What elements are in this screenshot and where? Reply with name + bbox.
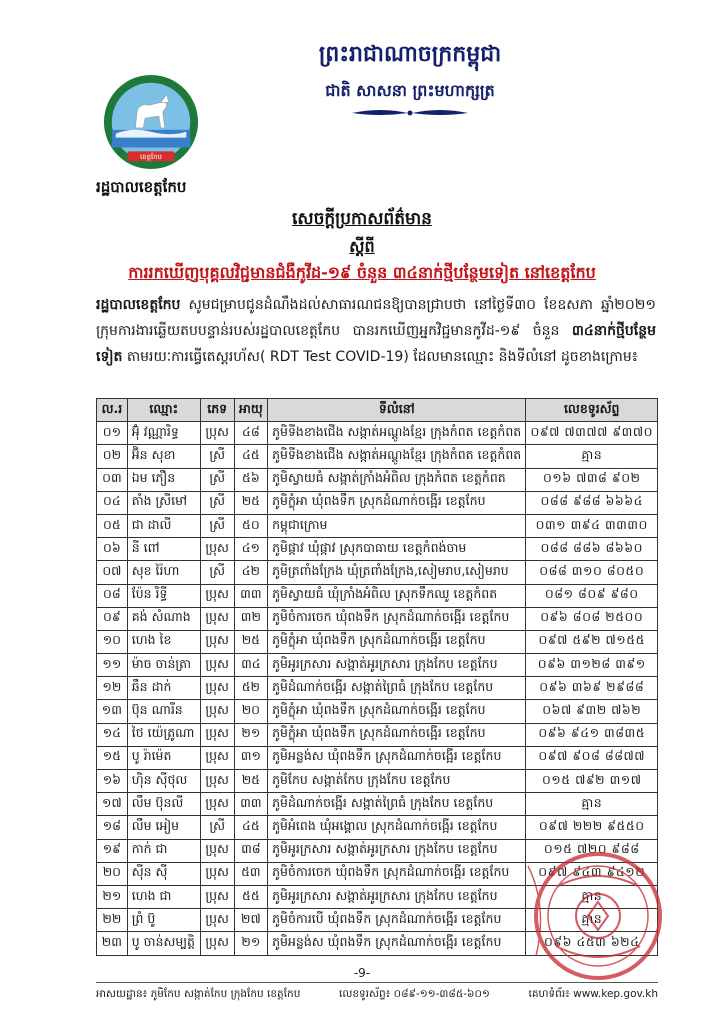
cell-no: ១៦ [97, 770, 128, 793]
col-header-address: ទីលំនៅ [268, 399, 526, 422]
cell-sex: ប្រុស [200, 839, 234, 862]
cell-name: អ៊ុំ វណ្ណារិទ្ធ [127, 422, 200, 445]
cell-no: ០៧ [97, 561, 128, 584]
table-row [97, 839, 658, 862]
cell-name: បូ រ៉ាម៉េត [127, 746, 200, 769]
cell-no: ១៨ [97, 816, 128, 839]
press-release-title: សេចក្តីប្រកាសព័ត៌មាន [292, 209, 432, 229]
table-row [97, 932, 658, 955]
cell-age: ៥៦ [234, 468, 268, 491]
footer-phone: លេខទូរស័ព្ទ៖ ០៨៩-១១-៣៨៥-៦០១ [339, 988, 490, 1000]
cell-age: ៤២ [234, 561, 268, 584]
cell-phone: គ្មាន [526, 885, 658, 908]
cell-sex: ប្រុស [200, 677, 234, 700]
table-row [97, 793, 658, 816]
table-row [97, 654, 658, 677]
cell-age: ៥០ [234, 514, 268, 537]
footer-website[interactable]: គេហទំព័រ៖ www.kep.gov.kh [528, 988, 658, 1000]
table-row [97, 909, 658, 932]
cell-age: ២០ [234, 700, 268, 723]
cell-phone: ០៣១ ៣៩៤ ៣៣៣០ [526, 514, 658, 537]
cell-no: ២២ [97, 909, 128, 932]
cell-age: ៤៨ [234, 422, 268, 445]
cell-phone: ០៨៨ ៨៨៦ ៨៦៦០ [526, 538, 658, 561]
cell-no: ០៩ [97, 607, 128, 630]
cell-age: ៣១ [234, 746, 268, 769]
cell-phone: ០១៥ ៧២០ ៩៨៨ [526, 839, 658, 862]
issuing-authority: រដ្ឋបាលខេត្តកែប [96, 178, 187, 196]
table-row [97, 746, 658, 769]
table-row [97, 630, 658, 653]
cell-phone: ០៨៨ ៩៨៨ ៦៦៦៤ [526, 491, 658, 514]
cell-no: ២០ [97, 862, 128, 885]
cell-no: ២៣ [97, 932, 128, 955]
cell-address: ភូមិអន្លង់ស ឃុំពងទឹក ស្រុកដំណាក់ចង្អើរ ខេត្តកែប [268, 746, 526, 769]
cell-no: ១៤ [97, 723, 128, 746]
cell-sex: ប្រុស [200, 862, 234, 885]
cell-address: ភូមិអំពេង ឃុំអង្គោល ស្រុកដំណាក់ចង្អើរ ខេត្តកែប [268, 816, 526, 839]
cell-name: តាំង ស្រីមៅ [127, 491, 200, 514]
cell-address: ភូមិក្លុំអា ឃុំពងទឹក ស្រុកដំណាក់ចង្អើរ ខេត្តកែប [268, 491, 526, 514]
cell-address: ភូមិកែប សង្កាត់កែប ក្រុងកែប ខេត្តកែប [268, 770, 526, 793]
cell-address: ភូមិអូរក្រសារ សង្កាត់អូរក្រសារ ក្រុងកែប ខេត្តកែប [268, 885, 526, 908]
cell-phone: ០៩៧ ៧៣៧៧ ៩៣៧០ [526, 422, 658, 445]
cell-phone: ០១៦ ៧៣៨ ៩០២ [526, 468, 658, 491]
cell-sex: ប្រុស [200, 607, 234, 630]
cell-address: ភូមិផ្កាវ ឃុំផ្កាវ ស្រុកបាធាយ ខេត្តកំពង់ចាម [268, 538, 526, 561]
cell-phone: ០៩៧ ៥៩២ ៧១៥៥ [526, 630, 658, 653]
cell-phone: ០៩៦ ៤៥៣ ៦២៤ [526, 932, 658, 955]
table-row [97, 677, 658, 700]
cell-sex: ប្រុស [200, 746, 234, 769]
decorative-ornament [350, 108, 470, 118]
cell-address: ភូមិអូរក្រសារ សង្កាត់អូរក្រសារ ក្រុងកែប ខេត្តកែប [268, 654, 526, 677]
cell-phone: ០៩៦ ៣៦៩ ២៩៨៨ [526, 677, 658, 700]
cell-no: ០៦ [97, 538, 128, 561]
table-row [97, 607, 658, 630]
cell-name: ហេង ជា [127, 885, 200, 908]
cell-address: ភូមិស្វាយធំ សង្កាត់ក្រាំងអំពិល ក្រុងកំពត ខេត្តកំពត [268, 468, 526, 491]
cell-address: ភូមិដំណាក់ចង្អើរ សង្កាត់ព្រៃធំ ក្រុងកែប ខេត្តកែប [268, 677, 526, 700]
cell-age: ៤៥ [234, 816, 268, 839]
cell-age: ២៧ [234, 909, 268, 932]
cell-age: ៤៥ [234, 445, 268, 468]
subject-label: ស្តីពី [349, 237, 375, 256]
cell-sex: ប្រុស [200, 932, 234, 955]
cell-name: ហ៊ិន ស៊ីថុល [127, 770, 200, 793]
cell-address: ភូមិស្វាយធំ ឃុំក្រាំងអំពិល ស្រុកទឹកឈូ ខេត្តកំពត [268, 584, 526, 607]
table-row [97, 770, 658, 793]
cell-sex: ប្រុស [200, 793, 234, 816]
cell-name: ជា ដាលី [127, 514, 200, 537]
cell-address: ភូមិអន្លង់ស ឃុំពងទឹក ស្រុកដំណាក់ចង្អើរ ខេត្តកែប [268, 932, 526, 955]
cell-phone: ០៨១ ៨០៩ ៩៨០ [526, 584, 658, 607]
table-row [97, 700, 658, 723]
cell-age: ៣៣ [234, 793, 268, 816]
cell-address: ភូមិក្លុំអា ឃុំពងទឹក ស្រុកដំណាក់ចង្អើរ ខេត្តកែប [268, 700, 526, 723]
kep-province-logo [102, 72, 200, 172]
col-header-sex: ភេទ [200, 399, 234, 422]
cell-name: នី ពៅ [127, 538, 200, 561]
cell-sex: ប្រុស [200, 885, 234, 908]
table-row [97, 491, 658, 514]
cell-address: ភូមិចំការចេក ឃុំពងទឹក ស្រុកដំណាក់ចង្អើរ ខេត្តកែប [268, 607, 526, 630]
logo-caption: ខេត្តកែប [140, 153, 162, 162]
cell-name: ថៃ យ៉េត្រូណា [127, 723, 200, 746]
cell-phone: ០១៥ ៧៩២ ៣១៧ [526, 770, 658, 793]
table-row [97, 885, 658, 908]
cell-sex: ស្រី [200, 445, 234, 468]
cell-name: លឹម ប៊ុនលី [127, 793, 200, 816]
cell-no: ១៥ [97, 746, 128, 769]
cell-phone: ០៩៦ ៨០៨ ២៥០០ [526, 607, 658, 630]
cell-age: ៣២ [234, 607, 268, 630]
table-row [97, 584, 658, 607]
cell-sex: ស្រី [200, 468, 234, 491]
national-motto: ជាតិ សាសនា ព្រះមហាក្សត្រ [325, 81, 495, 100]
cell-sex: ប្រុស [200, 584, 234, 607]
cell-sex: ស្រី [200, 514, 234, 537]
cell-name: បូ ចាន់សម្បត្តិ [127, 932, 200, 955]
cell-sex: ប្រុស [200, 909, 234, 932]
footer-divider [96, 982, 658, 983]
cell-sex: ស្រី [200, 491, 234, 514]
cell-sex: ប្រុស [200, 422, 234, 445]
cell-sex: ប្រុស [200, 630, 234, 653]
cell-address: ភូមិក្លុំអា ឃុំពងទឹក ស្រុកដំណាក់ចង្អើរ ខេត្តកែប [268, 630, 526, 653]
cell-phone: គ្មាន [526, 909, 658, 932]
cell-address: ភូមិទីងខាងជើង សង្កាត់អណ្តូងខ្មែរ ក្រុងកំពត ខេត្តកំពត [268, 445, 526, 468]
cell-name: សុខ រ៉ៃហា [127, 561, 200, 584]
cell-age: ៥៣ [234, 862, 268, 885]
col-header-age: អាយុ [234, 399, 268, 422]
cell-name: គង់ សំណាង [127, 607, 200, 630]
table-row [97, 723, 658, 746]
cell-phone: ០៩៧ ២២២ ៩៥៥០ [526, 816, 658, 839]
cell-phone: គ្មាន [526, 793, 658, 816]
announcement-paragraph [96, 292, 656, 370]
col-header-no: ល.រ [97, 399, 128, 422]
cell-no: ០៣ [97, 468, 128, 491]
paragraph-text-1: សូមជម្រាបជូនដំណឹងដល់សាធារណជនឱ្យបានជ្រាបថា នៅថ្ងៃទី៣០ ខែឧសភា ឆ្នាំ២០២១ ក្រុមការងារឆ្លើយតបបន្ទាន់របស់រដ្ឋបាលខេត្តកែប បានរកឃើញអ្នកវិជ្ជមានកូវីដ-១៩ ចំនួន [96, 297, 656, 339]
table-row [97, 422, 658, 445]
cell-name: ម៉ាច ចាន់ត្រា [127, 654, 200, 677]
cell-name: អ៊ិន សុខា [127, 445, 200, 468]
cell-no: ០២ [97, 445, 128, 468]
cell-sex: ស្រី [200, 561, 234, 584]
footer-address: អាសយដ្ឋាន៖ ភូមិកែប សង្កាត់កែប ក្រុងកែប ខេត្តកែប [96, 988, 301, 1000]
cell-address: ភូមិចំការបើ ឃុំពងទឹក ស្រុកដំណាក់ចង្អើរ ខេត្តកែប [268, 909, 526, 932]
cell-name: លឹម អៀម [127, 816, 200, 839]
cell-age: ៣៣ [234, 584, 268, 607]
cell-no: ០៥ [97, 514, 128, 537]
table-row [97, 445, 658, 468]
cell-name: ប៊ុន ណារីន [127, 700, 200, 723]
cell-name: ប៉ែន រិទ្ធី [127, 584, 200, 607]
cell-name: ស៊ីន ស៊ី [127, 862, 200, 885]
cell-phone: ០៩៦ ៣១២៨ ៣៩១ [526, 654, 658, 677]
cell-sex: ប្រុស [200, 654, 234, 677]
cell-no: ១១ [97, 654, 128, 677]
cell-sex: ប្រុស [200, 700, 234, 723]
cell-no: ១៧ [97, 793, 128, 816]
cell-age: ៤១ [234, 538, 268, 561]
cell-sex: ប្រុស [200, 538, 234, 561]
table-header-row [97, 399, 658, 422]
cell-address: ភូមិក្លុំអា ឃុំពងទឹក ស្រុកដំណាក់ចង្អើរ ខេត្តកែប [268, 723, 526, 746]
cell-address: ភូមិចំការចេក ឃុំពងទឹក ស្រុកដំណាក់ចង្អើរ ខេត្តកែប [268, 862, 526, 885]
cell-name: ឆឹន ដាក់ [127, 677, 200, 700]
cell-no: ០៨ [97, 584, 128, 607]
table-row [97, 468, 658, 491]
cell-address: ភូមិត្រពាំងក្រែង ឃុំត្រពាំងក្រែង,សៀមរាប,សៀមរាប [268, 561, 526, 584]
cell-no: ១៩ [97, 839, 128, 862]
cell-sex: ប្រុស [200, 723, 234, 746]
cell-name: ឯម ភឿន [127, 468, 200, 491]
cases-table [96, 398, 658, 956]
paragraph-highlight: ៣៤នាក់ថ្មីបន្ថែមទៀត [96, 323, 656, 365]
cell-sex: ប្រុស [200, 770, 234, 793]
cell-name: កាក់ ជា [127, 839, 200, 862]
cell-age: ៥៥ [234, 885, 268, 908]
cell-age: ២១ [234, 932, 268, 955]
cell-phone: គ្មាន [526, 445, 658, 468]
cell-no: ០១ [97, 422, 128, 445]
col-header-name: ឈ្មោះ [127, 399, 200, 422]
table-row [97, 816, 658, 839]
cell-phone: ០៨៨ ៣១០ ៨០៥០ [526, 561, 658, 584]
cell-no: ១០ [97, 630, 128, 653]
cell-address: ភូមិទីងខាងជើង សង្កាត់អណ្តូងខ្មែរ ក្រុងកំពត ខេត្តកំពត [268, 422, 526, 445]
cell-no: ១២ [97, 677, 128, 700]
cell-address: កម្ពុជាក្រោម [268, 514, 526, 537]
cell-age: ២៥ [234, 491, 268, 514]
cell-no: ២១ [97, 885, 128, 908]
cell-address: ភូមិអូរក្រសារ សង្កាត់អូរក្រសារ ក្រុងកែប ខេត្តកែប [268, 839, 526, 862]
kingdom-heading: ព្រះរាជាណាចក្រកម្ពុជា [318, 41, 502, 67]
paragraph-lead: រដ្ឋបាលខេត្តកែប [96, 297, 181, 313]
cell-age: ២៥ [234, 770, 268, 793]
cell-name: ហេង ខៃ [127, 630, 200, 653]
cell-phone: ០៩៦ ៩៤១ ៣៨៣៥ [526, 723, 658, 746]
cell-no: ១៣ [97, 700, 128, 723]
headline: ការរកឃើញបុគ្គលវិជ្ជមានជំងឺកូវីដ-១៩ ចំនួន ៣៤នាក់ថ្មីបន្ថែមទៀត នៅខេត្តកែប [128, 263, 596, 282]
col-header-phone: លេខទូរស័ព្ទ [526, 399, 658, 422]
page-number: -9- [353, 966, 371, 980]
paragraph-text-2: តាមរយៈការធ្វើតេស្តរហ័ស( RDT Test COVID-19) ដែលមានឈ្មោះ និងទីលំនៅ ដូចខាងក្រោម៖ [122, 349, 638, 365]
cell-name: ព្រំ ប៊ូ [127, 909, 200, 932]
cell-phone: ០៩៧ ៩០៨ ៨៨៧៧ [526, 746, 658, 769]
cell-sex: ស្រី [200, 816, 234, 839]
cell-age: ៣៤ [234, 654, 268, 677]
cell-phone: ០៩៧ ៩៤៣ ៩៤១២ [526, 862, 658, 885]
footer [96, 988, 658, 1003]
cell-address: ភូមិដំណាក់ចង្អើរ សង្កាត់ព្រៃធំ ក្រុងកែប ខេត្តកែប [268, 793, 526, 816]
cell-phone: ០៦៧ ៩៣២ ៧៦២ [526, 700, 658, 723]
cell-age: ៣៨ [234, 839, 268, 862]
cell-age: ២៥ [234, 630, 268, 653]
table-row [97, 862, 658, 885]
table-row [97, 561, 658, 584]
cell-no: ០៤ [97, 491, 128, 514]
table-row [97, 538, 658, 561]
cell-age: ៥២ [234, 677, 268, 700]
table-row [97, 514, 658, 537]
cell-age: ២១ [234, 723, 268, 746]
